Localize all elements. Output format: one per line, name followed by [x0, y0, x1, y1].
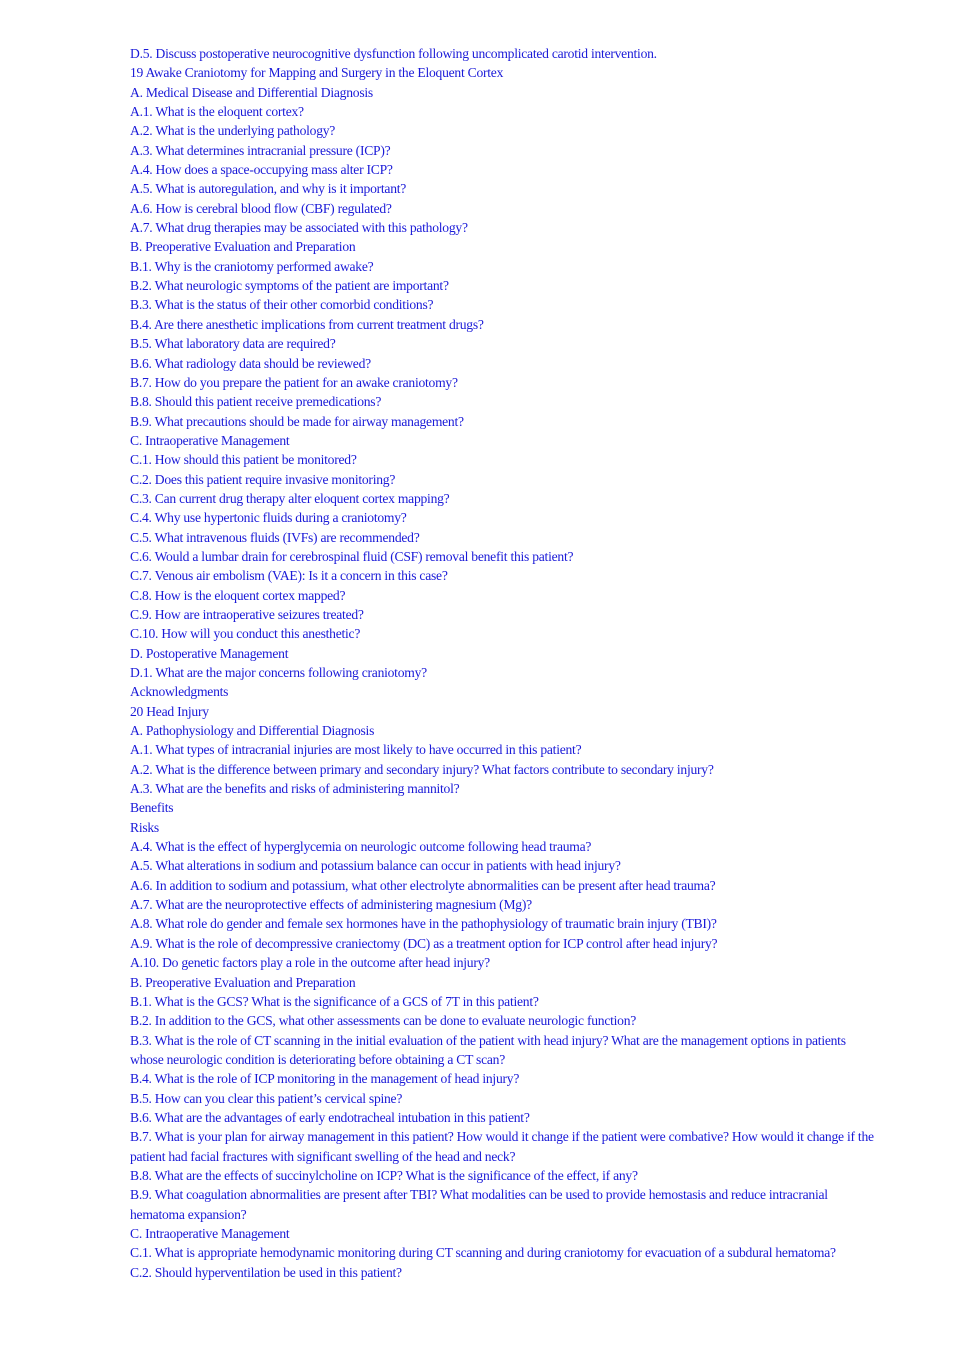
- toc-link[interactable]: B.5. How can you clear this patient’s cervical spine?: [130, 1090, 403, 1106]
- toc-link[interactable]: A.3. What determines intracranial pressure (ICP)?: [130, 142, 391, 158]
- toc-link[interactable]: A.7. What are the neuroprotective effects of administering magnesium (Mg)?: [130, 897, 532, 913]
- toc-link[interactable]: B.9. What precautions should be made for airway management?: [130, 413, 464, 429]
- toc-link[interactable]: A. Medical Disease and Differential Diagnosis: [130, 84, 373, 100]
- toc-link[interactable]: C.3. Can current drug therapy alter eloquent cortex mapping?: [130, 490, 450, 506]
- toc-link[interactable]: A.8. What role do gender and female sex hormones have in the pathophysiology of traumatic brain injury (TBI)?: [130, 916, 717, 932]
- toc-link[interactable]: 19 Awake Craniotomy for Mapping and Surgery in the Eloquent Cortex: [130, 65, 504, 81]
- toc-link[interactable]: B.8. What are the effects of succinylcholine on ICP? What is the significance of the effect, if any?: [130, 1167, 638, 1183]
- toc-link[interactable]: A.9. What is the role of decompressive craniectomy (DC) as a treatment option for ICP control after head injury?: [130, 935, 718, 951]
- toc-link[interactable]: A.6. How is cerebral blood flow (CBF) regulated?: [130, 200, 392, 216]
- toc-link[interactable]: A.5. What alterations in sodium and potassium balance can occur in patients with head injury?: [130, 858, 621, 874]
- toc-link[interactable]: B.4. What is the role of ICP monitoring in the management of head injury?: [130, 1071, 520, 1087]
- toc-link[interactable]: C.2. Does this patient require invasive monitoring?: [130, 471, 396, 487]
- toc-link[interactable]: C.10. How will you conduct this anesthetic?: [130, 626, 361, 642]
- toc-link[interactable]: Acknowledgments: [130, 684, 229, 700]
- toc-link[interactable]: B.4. Are there anesthetic implications from current treatment drugs?: [130, 316, 484, 332]
- toc-link[interactable]: C. Intraoperative Management: [130, 432, 290, 448]
- toc-link[interactable]: B.5. What laboratory data are required?: [130, 336, 336, 352]
- toc-link[interactable]: C.4. Why use hypertonic fluids during a craniotomy?: [130, 510, 407, 526]
- toc-link[interactable]: D. Postoperative Management: [130, 645, 289, 661]
- toc-link[interactable]: A.6. In addition to sodium and potassium, what other electrolyte abnormalities can be present after head trauma?: [130, 877, 716, 893]
- toc-link[interactable]: B.3. What is the status of their other comorbid conditions?: [130, 297, 434, 313]
- toc-link[interactable]: A.1. What types of intracranial injuries are most likely to have occurred in this patient?: [130, 742, 582, 758]
- toc-link[interactable]: A.5. What is autoregulation, and why is it important?: [130, 181, 407, 197]
- toc-link[interactable]: B.2. In addition to the GCS, what other assessments can be done to evaluate neurologic function?: [130, 1013, 637, 1029]
- toc-link[interactable]: A.7. What drug therapies may be associated with this pathology?: [130, 220, 468, 236]
- toc-link[interactable]: B.6. What radiology data should be reviewed?: [130, 355, 371, 371]
- toc-link[interactable]: C.2. Should hyperventilation be used in this patient?: [130, 1264, 402, 1280]
- toc-link[interactable]: C. Intraoperative Management: [130, 1225, 290, 1241]
- toc-link[interactable]: A.10. Do genetic factors play a role in the outcome after head injury?: [130, 955, 490, 971]
- toc-link[interactable]: C.8. How is the eloquent cortex mapped?: [130, 587, 346, 603]
- toc-link[interactable]: A.2. What is the difference between primary and secondary injury? What factors contribute to secondary injury?: [130, 761, 714, 777]
- toc-link[interactable]: B.1. Why is the craniotomy performed awake?: [130, 258, 374, 274]
- toc-link[interactable]: B.2. What neurologic symptoms of the patient are important?: [130, 278, 449, 294]
- toc-link[interactable]: Risks: [130, 819, 159, 835]
- toc-link[interactable]: C.1. How should this patient be monitored?: [130, 452, 357, 468]
- toc-link[interactable]: A.2. What is the underlying pathology?: [130, 123, 336, 139]
- toc-link[interactable]: C.1. What is appropriate hemodynamic monitoring during CT scanning and during craniotomy for evacuation of a subdural hematoma?: [130, 1245, 836, 1261]
- toc-link[interactable]: A.4. What is the effect of hyperglycemia on neurologic outcome following head trauma?: [130, 839, 592, 855]
- toc-link[interactable]: C.6. Would a lumbar drain for cerebrospinal fluid (CSF) removal benefit this patient?: [130, 548, 574, 564]
- toc-link[interactable]: B.6. What are the advantages of early endotracheal intubation in this patient?: [130, 1109, 530, 1125]
- toc-link[interactable]: Benefits: [130, 800, 174, 816]
- toc-link[interactable]: D.5. Discuss postoperative neurocognitive dysfunction following uncomplicated carotid intervention.: [130, 46, 657, 61]
- toc-link[interactable]: D.1. What are the major concerns following craniotomy?: [130, 665, 427, 680]
- toc-link[interactable]: C.7. Venous air embolism (VAE): Is it a concern in this case?: [130, 568, 448, 584]
- toc-link[interactable]: A.1. What is the eloquent cortex?: [130, 104, 304, 120]
- toc-link[interactable]: B.7. How do you prepare the patient for an awake craniotomy?: [130, 374, 458, 390]
- toc-link[interactable]: A.4. How does a space-occupying mass alter ICP?: [130, 162, 393, 178]
- toc-link[interactable]: B.8. Should this patient receive premedications?: [130, 394, 382, 410]
- toc-link[interactable]: B.7. What is your plan for airway management in this patient? How would it change if the patient were combative? How would it change if the patient had facial fractures with significant swelling of the head and neck?: [130, 1129, 874, 1164]
- toc-link[interactable]: B. Preoperative Evaluation and Preparation: [130, 974, 356, 990]
- toc-link[interactable]: 20 Head Injury: [130, 703, 209, 719]
- toc-link[interactable]: A.3. What are the benefits and risks of administering mannitol?: [130, 781, 460, 797]
- toc-link[interactable]: B.9. What coagulation abnormalities are present after TBI? What modalities can be used to provide hemostasis and reduce intracranial hematoma expansion?: [130, 1187, 828, 1222]
- toc-link[interactable]: B. Preoperative Evaluation and Preparation: [130, 239, 356, 255]
- table-of-contents: [130, 44, 875, 1282]
- toc-link[interactable]: C.9. How are intraoperative seizures treated?: [130, 606, 364, 622]
- toc-link[interactable]: B.3. What is the role of CT scanning in the initial evaluation of the patient with head injury? What are the management options in patients whose neurologic condition is deteriorating before obtaining a CT scan?: [130, 1032, 846, 1067]
- toc-link[interactable]: B.1. What is the GCS? What is the significance of a GCS of 7T in this patient?: [130, 993, 539, 1009]
- toc-link[interactable]: C.5. What intravenous fluids (IVFs) are recommended?: [130, 529, 420, 545]
- toc-link[interactable]: A. Pathophysiology and Differential Diagnosis: [130, 723, 375, 739]
